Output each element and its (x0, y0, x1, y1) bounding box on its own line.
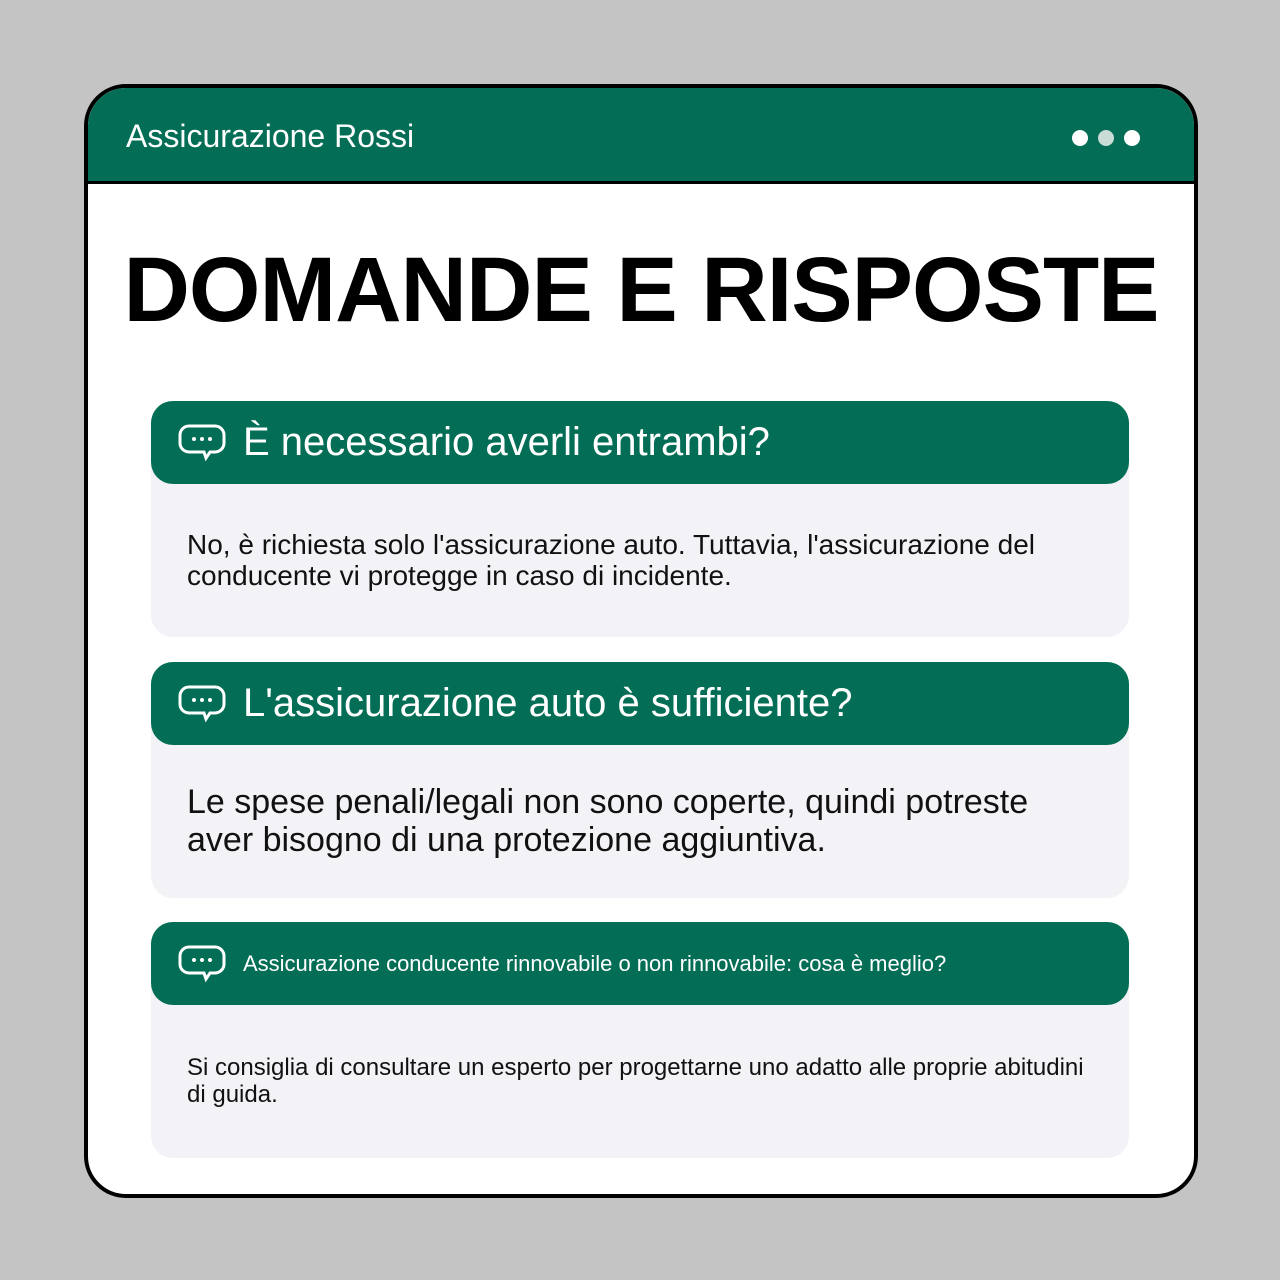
dot (1124, 130, 1140, 146)
more-dots-icon[interactable] (1072, 130, 1140, 146)
faq-question[interactable] (151, 662, 1129, 745)
faq-question[interactable] (151, 922, 1129, 1005)
answer-text: Le spese penali/legali non sono coperte, quindi potreste aver bisogno di una protezione aggiuntiva. (187, 783, 1029, 859)
dot (1098, 130, 1114, 146)
app-window (84, 84, 1198, 1198)
dot (1072, 130, 1088, 146)
chat-bubble-icon (177, 684, 227, 724)
question-text: L'assicurazione auto è sufficiente? (243, 681, 853, 725)
question-text: Assicurazione conducente rinnovabile o non rinnovabile: cosa è meglio? (243, 950, 947, 976)
header-bar (88, 88, 1194, 184)
page-title: DOMANDE E RISPOSTE (123, 239, 1159, 341)
faq-item (151, 401, 1129, 637)
answer-text: No, è richiesta solo l'assicurazione auto. Tuttavia, l'assicurazione del conducente vi protegge in caso di incidente. (187, 528, 1036, 591)
chat-bubble-icon (177, 423, 227, 463)
question-text: È necessario averli entrambi? (243, 420, 770, 464)
answer-text: Si consiglia di consultare un esperto per progettarne uno adatto alle proprie abitudini di guida. (187, 1054, 1084, 1108)
faq-item (151, 662, 1129, 898)
app-title: Assicurazione Rossi (126, 118, 415, 154)
faq-item (151, 922, 1129, 1158)
faq-question[interactable] (151, 401, 1129, 484)
chat-bubble-icon (177, 944, 227, 984)
